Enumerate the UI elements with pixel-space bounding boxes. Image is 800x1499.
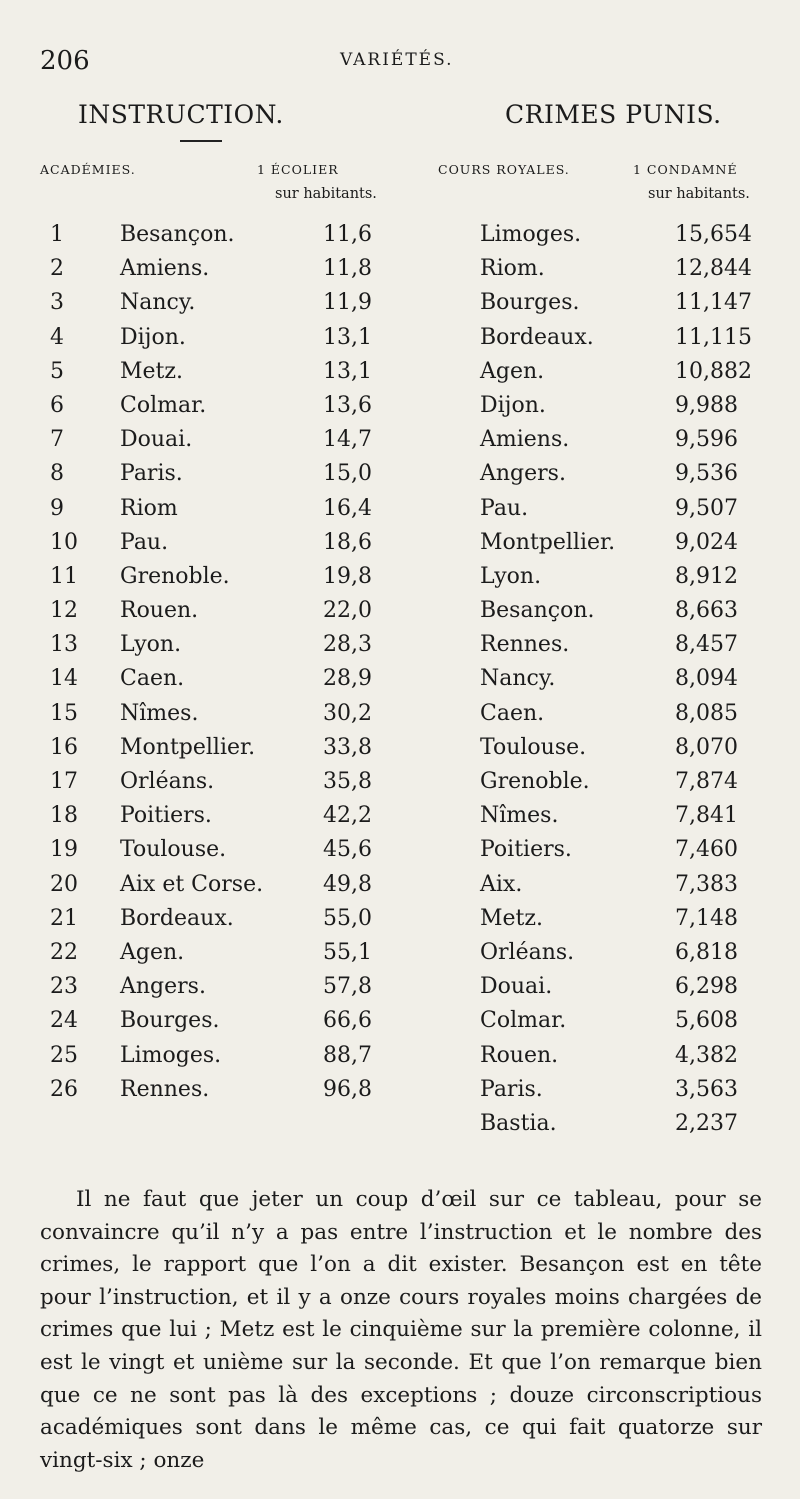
condamne-ratio: 8,663 [675,598,738,624]
condamne-ratio: 10,882 [675,358,752,384]
condamne-ratio: 8,085 [675,700,738,726]
rank: 2 [50,256,64,282]
cour-royale: Metz. [480,905,543,931]
rank: 5 [50,358,64,384]
rank: 4 [50,324,64,350]
academie: Bordeaux. [120,905,234,931]
crimes-title: CRIMES PUNIS. [505,100,722,129]
cour-royale: Paris. [480,1076,543,1102]
cour-royale: Poitiers. [480,837,572,863]
academie: Colmar. [120,392,207,418]
condamne-ratio: 5,608 [675,1008,738,1034]
ecolier-ratio: 66,6 [323,1008,372,1034]
condamne-ratio: 8,094 [675,666,738,692]
condamne-ratio: 7,460 [675,837,738,863]
table-row [0,288,800,322]
table-row [0,835,800,869]
condamne-ratio: 9,596 [675,427,738,453]
ecolier-ratio: 49,8 [323,871,372,897]
condamne-ratio: 8,070 [675,734,738,760]
ecolier-ratio: 35,8 [323,769,372,794]
cour-royale: Angers. [480,461,566,487]
cour-royale: Aix. [480,871,523,897]
cour-royale: Nîmes. [480,803,559,829]
condamne-ratio: 9,024 [675,529,738,555]
table-row [0,699,800,733]
condamne-ratio: 7,841 [675,803,738,829]
academie: Nîmes. [120,700,199,726]
academie: Pau. [120,529,169,555]
ecolier-ratio: 13,1 [323,358,372,384]
page-number: 206 [40,46,90,76]
table-row [0,1075,800,1109]
condamne-ratio: 3,563 [675,1076,738,1102]
cour-royale: Douai. [480,974,553,1000]
rank: 8 [50,461,64,487]
condamne-ratio: 6,298 [675,974,738,1000]
table-row [0,494,800,528]
ecolier-ratio: 18,6 [323,529,372,555]
condamne-ratio: 15,654 [675,222,752,247]
table-row [0,870,800,904]
table-row [0,1041,800,1075]
title-rule [180,140,222,142]
ecolier-ratio: 11,8 [323,256,372,282]
cour-royale: Grenoble. [480,769,590,794]
cour-royale: Amiens. [480,427,570,453]
table-row [0,323,800,357]
ecolier-ratio: 16,4 [323,495,372,521]
instruction-title: INSTRUCTION. [78,100,284,129]
ecolier-ratio: 19,8 [323,563,372,589]
condamne-ratio: 7,874 [675,769,738,794]
ecolier-ratio: 22,0 [323,598,372,624]
cour-royale: Caen. [480,700,545,726]
ecolier-subheader: sur habitants. [275,186,377,202]
academie: Lyon. [120,632,182,658]
ecolier-header: 1 ÉCOLIER [257,162,339,177]
table-row [0,1109,800,1143]
cour-royale: Colmar. [480,1008,567,1034]
rank: 9 [50,495,64,521]
academie: Douai. [120,427,193,453]
table-row [0,938,800,972]
running-head [40,46,760,76]
condamne-ratio: 11,115 [675,324,752,350]
condamne-ratio: 4,382 [675,1042,738,1068]
cour-royale: Pau. [480,495,529,521]
rank: 10 [50,529,78,555]
table-row [0,459,800,493]
table-row [0,1006,800,1040]
condamne-subheader: sur habitants. [648,186,750,202]
academie: Agen. [120,939,185,965]
cour-royale: Besançon. [480,598,595,624]
ecolier-ratio: 96,8 [323,1076,372,1102]
condamne-ratio: 7,148 [675,905,738,931]
academie: Amiens. [120,256,210,282]
rank: 18 [50,803,78,829]
ecolier-ratio: 11,9 [323,290,372,316]
table-row [0,733,800,767]
academie: Toulouse. [120,837,227,863]
ecolier-ratio: 28,9 [323,666,372,692]
table-row [0,562,800,596]
academie: Riom [120,495,178,521]
academie: Bourges. [120,1008,220,1034]
academie: Angers. [120,974,206,1000]
ecolier-ratio: 13,1 [323,324,372,350]
ecolier-ratio: 11,6 [323,222,372,247]
rank: 11 [50,563,78,589]
condamne-header: 1 CONDAMNÉ [633,162,738,177]
academies-header: ACADÉMIES. [40,162,136,177]
rank: 15 [50,700,78,726]
condamne-ratio: 8,457 [675,632,738,658]
running-title: VARIÉTÉS. [340,50,454,70]
academie: Paris. [120,461,183,487]
rank: 14 [50,666,78,692]
condamne-ratio: 9,536 [675,461,738,487]
ecolier-ratio: 28,3 [323,632,372,658]
body-paragraph: Il ne faut que jeter un coup d’œil sur ce tableau, pour se convaincre qu’il n’y a pas entre l’instruction et le nombre des crimes, le rapport que l’on a dit exister. Besançon est en tête pour l’instruction, et il y a onze cours royales moins chargées de crimes que lui ; Metz est le cinquième sur la première colonne, il est le vingt et unième sur la seconde. Et que l’on remarque bien que ce ne sont pas là des exceptions ; douze circonscriptious académiques sont dans le même cas, ce qui fait quatorze sur vingt-six ; onze [40,1187,762,1473]
cour-royale: Rennes. [480,632,570,658]
ecolier-ratio: 42,2 [323,803,372,829]
rank: 19 [50,837,78,863]
condamne-ratio: 9,507 [675,495,738,521]
academie: Metz. [120,358,183,384]
ranking-table [0,220,800,1143]
table-row [0,254,800,288]
condamne-ratio: 12,844 [675,256,752,282]
condamne-ratio: 2,237 [675,1110,738,1136]
academie: Aix et Corse. [120,871,264,897]
cour-royale: Nancy. [480,666,556,692]
table-row [0,528,800,562]
rank: 17 [50,769,78,794]
academie: Rouen. [120,598,199,624]
table-row [0,220,800,254]
academie: Rennes. [120,1076,210,1102]
academie: Orléans. [120,769,215,794]
ecolier-ratio: 55,0 [323,905,372,931]
rank: 21 [50,905,78,931]
ecolier-ratio: 30,2 [323,700,372,726]
rank: 20 [50,871,78,897]
cour-royale: Dijon. [480,392,546,418]
condamne-ratio: 9,988 [675,392,738,418]
ecolier-ratio: 14,7 [323,427,372,453]
table-row [0,767,800,801]
cour-royale: Bourges. [480,290,580,316]
rank: 13 [50,632,78,658]
cour-royale: Riom. [480,256,545,282]
rank: 22 [50,939,78,965]
rank: 12 [50,598,78,624]
rank: 24 [50,1008,78,1034]
table-row [0,391,800,425]
ecolier-ratio: 13,6 [323,392,372,418]
table-row [0,801,800,835]
rank: 16 [50,734,78,760]
cour-royale: Toulouse. [480,734,587,760]
cour-royale: Montpellier. [480,529,616,555]
cours-header: COURS ROYALES. [438,162,570,177]
table-row [0,425,800,459]
condamne-ratio: 8,912 [675,563,738,589]
table-row [0,630,800,664]
ecolier-ratio: 45,6 [323,837,372,863]
cour-royale: Bordeaux. [480,324,594,350]
academie: Poitiers. [120,803,212,829]
rank: 7 [50,427,64,453]
ecolier-ratio: 15,0 [323,461,372,487]
academie: Nancy. [120,290,196,316]
academie: Montpellier. [120,734,256,760]
condamne-ratio: 6,818 [675,939,738,965]
table-row [0,596,800,630]
ecolier-ratio: 88,7 [323,1042,372,1068]
cour-royale: Lyon. [480,563,542,589]
academie: Limoges. [120,1042,222,1068]
cour-royale: Bastia. [480,1110,557,1136]
condamne-ratio: 7,383 [675,871,738,897]
cour-royale: Agen. [480,358,545,384]
cour-royale: Rouen. [480,1042,559,1068]
ecolier-ratio: 55,1 [323,939,372,965]
academie: Dijon. [120,324,186,350]
ecolier-ratio: 33,8 [323,734,372,760]
academie: Grenoble. [120,563,230,589]
ecolier-ratio: 57,8 [323,974,372,1000]
table-row [0,972,800,1006]
cour-royale: Orléans. [480,939,575,965]
rank: 26 [50,1076,78,1102]
table-row [0,904,800,938]
rank: 3 [50,290,64,316]
rank: 6 [50,392,64,418]
rank: 23 [50,974,78,1000]
rank: 1 [50,222,64,247]
cour-royale: Limoges. [480,222,582,247]
condamne-ratio: 11,147 [675,290,752,316]
rank: 25 [50,1042,78,1068]
table-row [0,664,800,698]
academie: Besançon. [120,222,235,247]
academie: Caen. [120,666,185,692]
table-row [0,357,800,391]
